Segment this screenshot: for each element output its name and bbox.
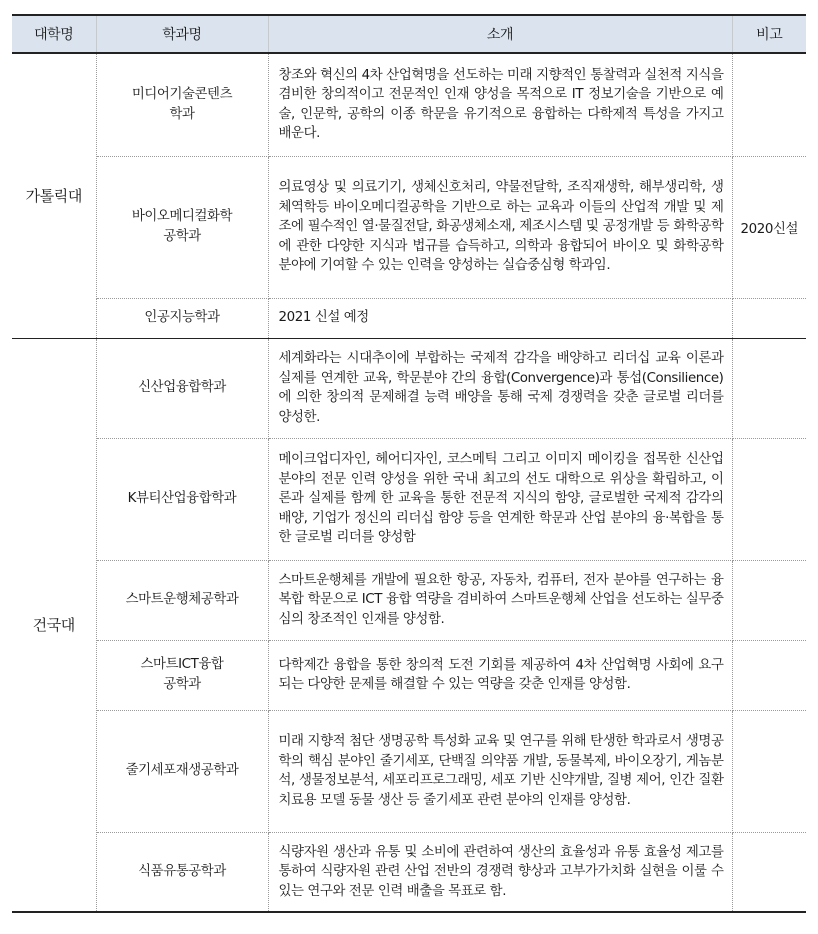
note-cell	[732, 832, 806, 912]
table-row	[12, 832, 806, 912]
table-row	[12, 640, 806, 710]
intro-cell: 세계화라는 시대추이에 부합하는 국제적 감각을 배양하고 리더십 교육 이론과 실제를 연계한 교육, 학문분야 간의 융합(Convergence)과 통섭(Consilience)에 의한 창의적 문제해결 능력 배양을 통해 국제 경쟁력을 갖춘 글로벌 리더를 양성한.	[268, 338, 732, 438]
header-row	[12, 15, 806, 53]
department-cell: 식품유통공학과	[96, 832, 268, 912]
header-intro: 소개	[268, 15, 732, 53]
table-row	[12, 53, 806, 156]
department-cell: 줄기세포재생공학과	[96, 710, 268, 832]
header-university: 대학명	[12, 15, 96, 53]
university-cell: 가톨릭대	[12, 53, 96, 338]
note-cell	[732, 640, 806, 710]
department-cell: 스마트ICT융합 공학과	[96, 640, 268, 710]
department-cell: K뷰티산업융합학과	[96, 438, 268, 560]
intro-cell: 2021 신설 예정	[268, 298, 732, 338]
department-table	[12, 14, 806, 913]
header-note: 비고	[732, 15, 806, 53]
note-cell: 2020신설	[732, 156, 806, 298]
table-row	[12, 298, 806, 338]
table-row	[12, 338, 806, 438]
header-department: 학과명	[96, 15, 268, 53]
department-cell: 인공지능학과	[96, 298, 268, 338]
department-cell: 신산업융합학과	[96, 338, 268, 438]
table-row	[12, 156, 806, 298]
intro-cell: 메이크업디자인, 헤어디자인, 코스메틱 그리고 이미지 메이킹을 접목한 신산업 분야의 전문 인력 양성을 위한 국내 최고의 선도 대학으로 위상을 확립하고, 이론과 실제를 함께 한 교육을 통한 전문적 지식의 함양, 글로벌한 국제적 감각의 배양, 기업가 정신의 리더십 함양 등을 연계한 학문과 산업 분야의 융·복합을 통한 글로벌 리더를 양성함	[268, 438, 732, 560]
table-row	[12, 438, 806, 560]
university-cell: 건국대	[12, 338, 96, 912]
intro-cell: 스마트운행체를 개발에 필요한 항공, 자동차, 컴퓨터, 전자 분야를 연구하는 융복합 학문으로 ICT 융합 역량을 겸비하여 스마트운행체 산업을 선도하는 실무중심의 창조적인 인재를 양성함.	[268, 560, 732, 640]
table-row	[12, 710, 806, 832]
intro-cell: 미래 지향적 첨단 생명공학 특성화 교육 및 연구를 위해 탄생한 학과로서 생명공학의 핵심 분야인 줄기세포, 단백질 의약품 개발, 동물복제, 바이오장기, 게놈분석, 생물정보분석, 세포리프로그래밍, 세포 기반 신약개발, 질병 제어, 인간 질환 치료용 모델 동물 생산 등 줄기세포 관련 분야의 인재를 양성함.	[268, 710, 732, 832]
note-cell	[732, 298, 806, 338]
intro-cell: 창조와 혁신의 4차 산업혁명을 선도하는 미래 지향적인 통찰력과 실천적 지식을 겸비한 창의적이고 전문적인 인재 양성을 목적으로 IT 정보기술을 기반으로 예술, 인문학, 공학의 이종 학문을 유기적으로 융합하는 다학제적 특성을 가지고 배운다.	[268, 53, 732, 156]
table-row	[12, 560, 806, 640]
note-cell	[732, 338, 806, 438]
note-cell	[732, 710, 806, 832]
note-cell	[732, 438, 806, 560]
note-cell	[732, 560, 806, 640]
department-table-container	[12, 14, 806, 913]
note-cell	[732, 53, 806, 156]
intro-cell: 의료영상 및 의료기기, 생체신호처리, 약물전달학, 조직재생학, 해부생리학, 생체역학등 바이오메디컬공학을 기반으로 하는 교육과 이들의 산업적 개발 및 제조에 필수적인 열·물질전달, 화공생체소재, 제조시스템 및 공정개발 등 화학공학에 관한 다양한 지식과 법규를 습득하고, 의학과 융합되어 바이오 및 화학공학 분야에 기여할 수 있는 인력을 양성하는 실습중심형 학과임.	[268, 156, 732, 298]
intro-cell: 다학제간 융합을 통한 창의적 도전 기회를 제공하여 4차 산업혁명 사회에 요구되는 다양한 문제를 해결할 수 있는 역량을 갖춘 인재를 양성함.	[268, 640, 732, 710]
department-cell: 바이오메디컬화학 공학과	[96, 156, 268, 298]
department-cell: 미디어기술콘텐츠 학과	[96, 53, 268, 156]
department-cell: 스마트운행체공학과	[96, 560, 268, 640]
intro-cell: 식량자원 생산과 유통 및 소비에 관련하여 생산의 효율성과 유통 효율성 제고를 통하여 식량자원 관련 산업 전반의 경쟁력 향상과 고부가가치화 실현을 이룰 수 있는 연구와 전문 인력 배출을 목표로 함.	[268, 832, 732, 912]
